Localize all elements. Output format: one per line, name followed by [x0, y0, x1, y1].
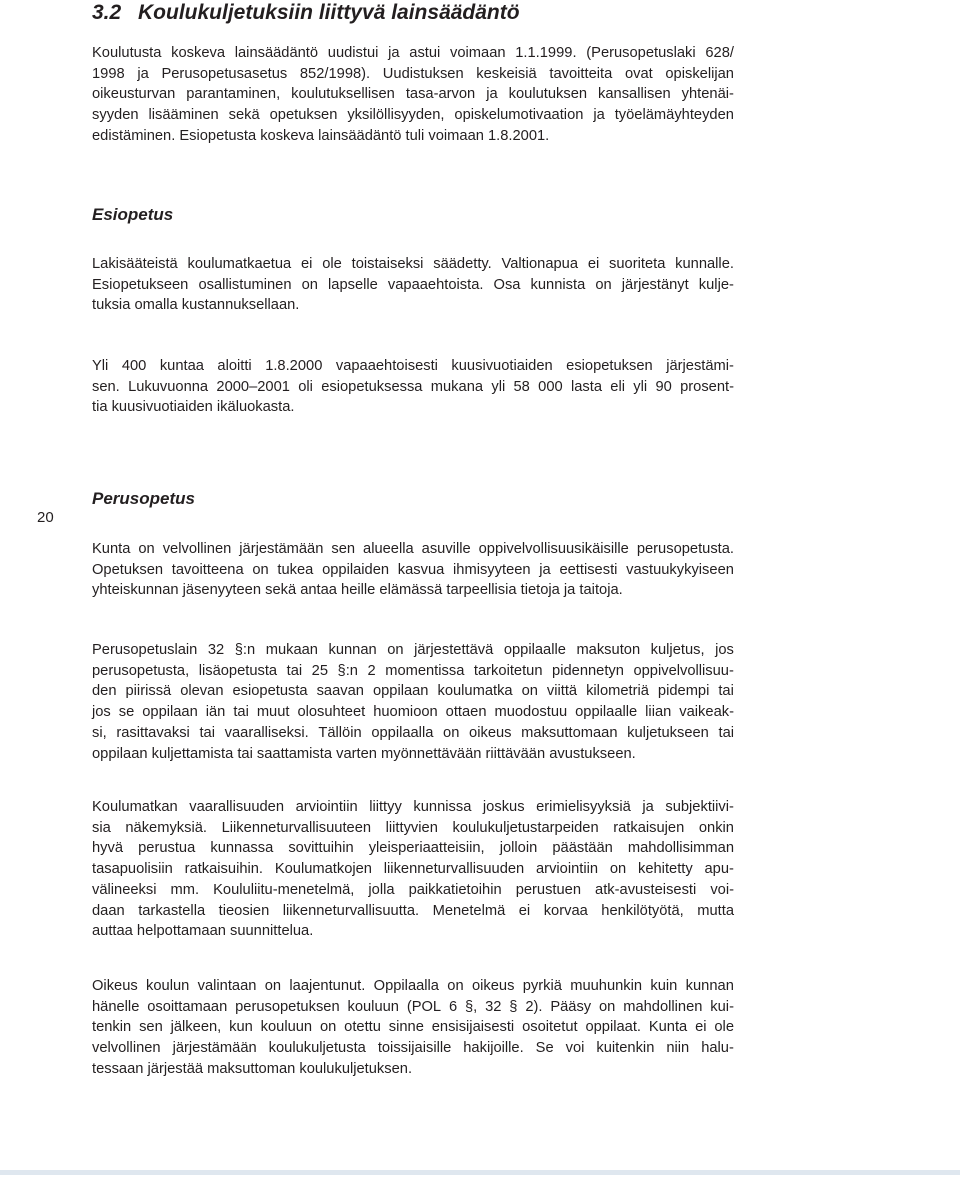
- text-line: hänelle osoittamaan perusopetuksen kouluun (POL 6 §, 32 § 2). Pääsy on mahdollinen kui-: [92, 998, 734, 1015]
- text-line: Opetuksen tavoitteena on tukea oppilaiden kasvua ihmisyyteen ja eettisesti vastuukykyiseen: [92, 561, 734, 578]
- text-line: auttaa helpottamaan suunnittelua.: [92, 923, 314, 940]
- esiopetus-paragraph-1: [92, 254, 734, 316]
- text-line: sen. Lukuvuonna 2000–2001 oli esiopetuksessa mukana yli 58 000 lasta eli yli 90 prosent-: [92, 378, 734, 395]
- esiopetus-heading: Esiopetus: [92, 205, 174, 224]
- text-line: syyden lisääminen sekä opetuksen yksilöllisyyden, opiskelumotivaation ja työelämäyhteyden: [92, 107, 734, 124]
- section-number: 3.2: [92, 1, 122, 24]
- text-line: tessaan järjestää maksuttoman koulukuljetuksen.: [92, 1060, 413, 1077]
- text-line: Lakisääteistä koulumatkaetua ei ole toistaiseksi säädetty. Valtionapua ei suoriteta kunnalle.: [92, 256, 734, 272]
- perusopetus-heading: Perusopetus: [92, 489, 195, 508]
- text-line: tia kuusivuotiaiden ikäluokasta.: [92, 399, 295, 416]
- text-line: Esiopetukseen osallistuminen on lapselle vapaaehtoista. Osa kunnista on järjestänyt kulje-: [92, 276, 734, 293]
- text-line: velvollinen järjestämään koulukuljetusta toissijaisille hakijoille. Se voi kuitenkin niin halu-: [92, 1040, 734, 1057]
- text-line: Oikeus koulun valintaan on laajentunut. Oppilaalla on oikeus pyrkiä muuhunkin kuin kunnan: [92, 978, 734, 994]
- text-line: tasapuolisiin ratkaisuihin. Koulumatkojen liikenneturvallisuuden arviointiin on kehitetty apu-: [92, 861, 734, 878]
- text-line: den piirissä olevan esiopetusta saavan oppilaan koulumatka on viittä kilometriä pidempi tai: [92, 683, 734, 700]
- section-title: Koulukuljetuksiin liittyvä lainsäädäntö: [138, 1, 520, 24]
- text-line: Perusopetuslain 32 §:n mukaan kunnan on järjestettävä oppilaalle maksuton kuljetus, jos: [92, 642, 734, 658]
- text-line: välineeksi mm. Koululiitu-menetelmä, jolla paikkatietoihin perustuen atk-avusteisesti voi-: [92, 881, 734, 898]
- text-line: Koulutusta koskeva lainsäädäntö uudistui ja astui voimaan 1.1.1999. (Perusopetuslaki 628/: [92, 45, 734, 61]
- text-line: Koulumatkan vaarallisuuden arviointiin liittyy kunnissa joskus erimielisyyksiä ja subjektiivi-: [92, 799, 734, 815]
- text-line: sia näkemyksiä. Liikenneturvallisuuteen liittyvien koulukuljetustarpeiden ratkaisujen onkin: [92, 819, 734, 836]
- text-line: oikeusturvan parantaminen, koulutuksellisen tasa-arvon ja koulutuksen kansallisen yhtenäi-: [92, 86, 734, 103]
- perusopetus-paragraph-4: [92, 976, 734, 1080]
- text-line: tenkin sen jälkeen, kun kouluun on otettu sinne ensisijaisesti osoitetut oppilaat. Kunta ei ole: [92, 1019, 734, 1036]
- text-line: Kunta on velvollinen järjestämään sen alueella asuville oppivelvollisuusikäisille perusopetusta.: [92, 541, 734, 557]
- esiopetus-paragraph-2: [92, 356, 734, 418]
- text-line: oppilaan kuljettamista tai saattamista varten myönnettävään riittävään avustukseen.: [92, 745, 636, 762]
- text-line: yhteiskunnan jäsenyyteen sekä antaa heille elämässä tarpeellisia tietoja ja taitoja.: [92, 582, 623, 599]
- text-line: 1998 ja Perusopetusasetus 852/1998). Uudistuksen keskeisiä tavoitteita ovat opiskelijan: [92, 65, 734, 82]
- text-line: tuksia omalla kustannuksellaan.: [92, 297, 300, 314]
- text-line: jos se oppilaan iän tai muut olosuhteet huomioon ottaen muodostuu oppilaalle liian vaikeak-: [92, 704, 734, 721]
- perusopetus-paragraph-3: [92, 797, 734, 942]
- text-line: si, rasittavaksi tai vaaralliseksi. Tällöin oppilaalla on oikeus maksuttomaan kuljetukseen tai: [92, 724, 734, 741]
- intro-paragraph: [92, 43, 734, 147]
- page-bottom-rule: [0, 1170, 960, 1175]
- text-line: hyvä perustua kunnassa sovittuihin yleisperiaatteisiin, jolloin päästään mahdollisimman: [92, 840, 734, 857]
- perusopetus-paragraph-1: [92, 539, 734, 601]
- page-number: 20: [37, 509, 54, 526]
- text-line: Yli 400 kuntaa aloitti 1.8.2000 vapaaehtoisesti kuusivuotiaiden esiopetuksen järjestämi-: [92, 358, 734, 374]
- text-line: edistäminen. Esiopetusta koskeva lainsäädäntö tuli voimaan 1.8.2001.: [92, 127, 550, 144]
- text-line: perusopetusta, lisäopetusta tai 25 §:n 2 momentissa tarkoitetun pidennetyn oppivelvollisuu-: [92, 662, 734, 679]
- perusopetus-paragraph-2: [92, 640, 734, 764]
- text-line: daan tarkastella tieosien liikenneturvallisuutta. Menetelmä ei korvaa henkilötyötä, mutta: [92, 902, 734, 919]
